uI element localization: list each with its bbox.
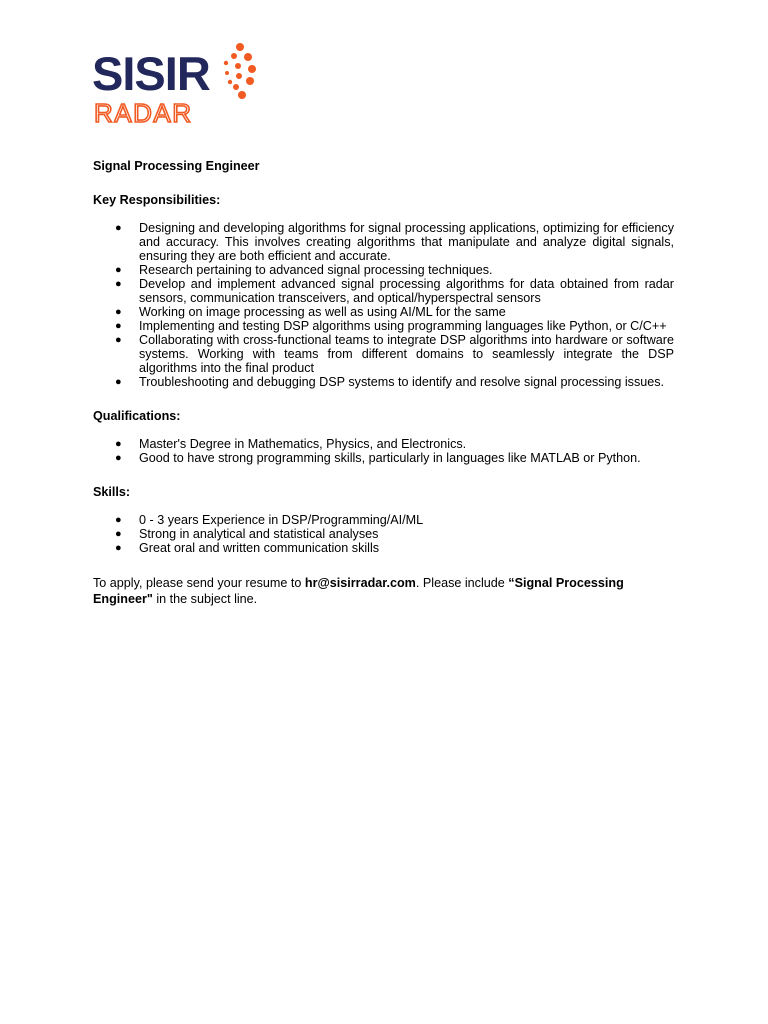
list-item-text: Research pertaining to advanced signal processing techniques.: [139, 263, 493, 277]
bullet-icon: ●: [115, 528, 122, 540]
list-item-text: Master's Degree in Mathematics, Physics, and Electronics.: [139, 437, 467, 451]
list-item: [93, 541, 674, 555]
bullet-icon: ●: [115, 222, 122, 234]
bullet-icon: ●: [115, 306, 122, 318]
apply-instructions: [93, 575, 674, 607]
bullet-icon: ●: [115, 376, 122, 388]
list-item: [93, 305, 674, 319]
list-item: [93, 513, 674, 527]
apply-subject: “Signal Processing Engineer": [93, 576, 624, 606]
list-item: [93, 221, 674, 263]
bullet-icon: ●: [115, 542, 122, 554]
list-item-text: Implementing and testing DSP algorithms using programming languages like Python, or C/C++: [139, 319, 667, 333]
bullet-icon: ●: [115, 264, 122, 276]
apply-prefix: To apply, please send your resume to: [93, 576, 305, 590]
logo-graphic: [92, 42, 262, 128]
list-item: [93, 527, 674, 541]
responsibilities-heading: Key Responsibilities:: [93, 193, 221, 207]
bullet-icon: ●: [115, 278, 122, 290]
job-title: Signal Processing Engineer: [93, 159, 260, 173]
list-item: [93, 451, 674, 465]
apply-suffix: in the subject line.: [152, 592, 258, 606]
list-item-text: Strong in analytical and statistical analyses: [139, 527, 379, 541]
bullet-icon: ●: [115, 452, 122, 464]
qualifications-heading: Qualifications:: [93, 409, 181, 423]
bullet-icon: ●: [115, 438, 122, 450]
list-item-text: Designing and developing algorithms for signal processing applications, optimizing for efficiency and accuracy. This involves creating algorithms that manipulate and analyze digital signals, ensuring they are both efficient and accurate.: [139, 221, 674, 263]
list-item-text: Collaborating with cross-functional teams to integrate DSP algorithms into hardware or software systems. Working with teams from different domains to seamlessly integrate the DSP algorithms into the final product: [139, 333, 674, 375]
list-item-text: Troubleshooting and debugging DSP systems to identify and resolve signal processing issues.: [139, 375, 665, 389]
sisir-radar-logo: [92, 42, 262, 128]
job-description: [93, 159, 674, 620]
list-item: [93, 375, 674, 389]
responsibilities-list: [93, 221, 674, 389]
list-item: [93, 437, 674, 451]
skills-list: [93, 513, 674, 555]
bullet-icon: ●: [115, 334, 122, 346]
apply-middle: . Please include: [415, 576, 509, 590]
list-item-text: Develop and implement advanced signal processing algorithms for data obtained from radar sensors, communication transceivers, and optical/hyperspectral sensors: [139, 277, 674, 305]
bullet-icon: ●: [115, 514, 122, 526]
list-item-text: 0 - 3 years Experience in DSP/Programming/AI/ML: [139, 513, 424, 527]
logo-top-text: SISIR: [92, 47, 210, 100]
list-item-text: Great oral and written communication skills: [139, 541, 380, 555]
apply-email-link[interactable]: hr@sisirradar.com: [304, 576, 416, 590]
bullet-icon: ●: [115, 320, 122, 332]
logo-bottom-text: RADAR: [94, 98, 193, 128]
list-item-text: Working on image processing as well as using AI/ML for the same: [139, 305, 506, 319]
list-item: [93, 277, 674, 305]
radar-dots-icon: [224, 43, 256, 99]
qualifications-list: [93, 437, 674, 465]
list-item-text: Good to have strong programming skills, particularly in languages like MATLAB or Python.: [139, 451, 641, 465]
list-item: [93, 319, 674, 333]
list-item: [93, 263, 674, 277]
list-item: [93, 333, 674, 375]
skills-heading: Skills:: [93, 485, 131, 499]
